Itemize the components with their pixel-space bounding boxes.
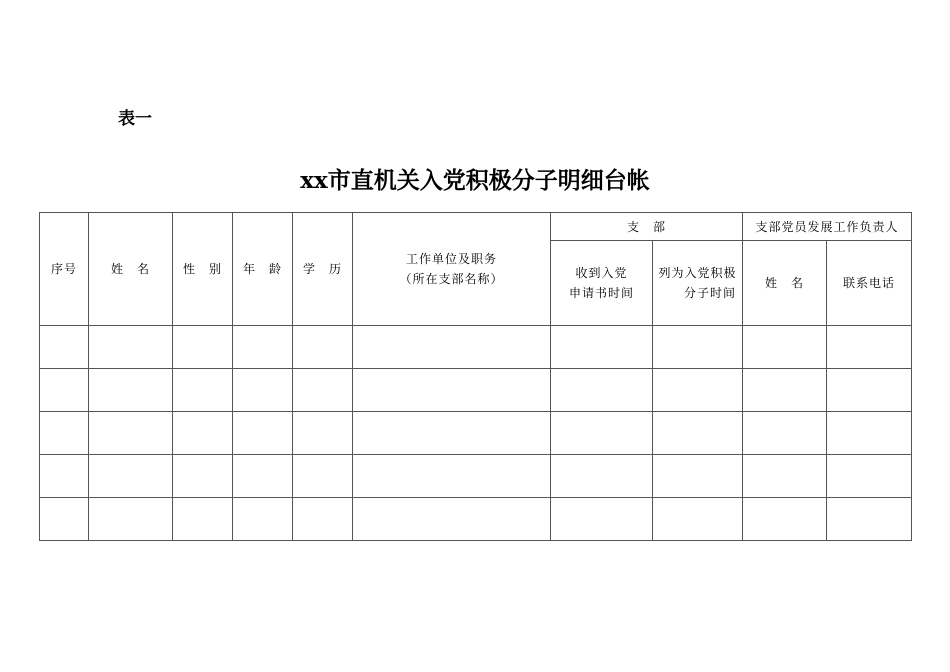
table-cell[interactable] xyxy=(353,369,551,412)
table-cell[interactable] xyxy=(40,498,89,541)
table-cell[interactable] xyxy=(827,326,912,369)
table-cell[interactable] xyxy=(293,326,353,369)
header-seq: 序号 xyxy=(40,213,89,326)
header-education: 学 历 xyxy=(293,213,353,326)
table-cell[interactable] xyxy=(551,412,653,455)
header-branch-owner: 支部党员发展工作负责人 xyxy=(743,213,912,241)
table-cell[interactable] xyxy=(173,326,233,369)
table-row xyxy=(40,369,912,412)
table-cell[interactable] xyxy=(827,369,912,412)
table-cell[interactable] xyxy=(293,498,353,541)
table-cell[interactable] xyxy=(173,455,233,498)
table-row xyxy=(40,498,912,541)
header-application-line1: 收到入党 xyxy=(575,266,628,280)
activist-ledger-table xyxy=(39,212,912,541)
table-cell[interactable] xyxy=(653,412,743,455)
table-cell[interactable] xyxy=(40,455,89,498)
table-cell[interactable] xyxy=(173,498,233,541)
table-cell[interactable] xyxy=(89,455,173,498)
table-cell[interactable] xyxy=(827,455,912,498)
table-cell[interactable] xyxy=(653,326,743,369)
table-cell[interactable] xyxy=(293,369,353,412)
table-cell[interactable] xyxy=(353,412,551,455)
table-row xyxy=(40,455,912,498)
header-activist-time xyxy=(653,241,743,326)
table-cell[interactable] xyxy=(353,498,551,541)
header-activist-line1: 列为入党积极 xyxy=(658,266,737,280)
table-cell[interactable] xyxy=(233,369,293,412)
table-cell[interactable] xyxy=(89,326,173,369)
table-cell[interactable] xyxy=(353,455,551,498)
table-label: 表一 xyxy=(118,109,152,129)
table-row xyxy=(40,326,912,369)
document-title: xx市直机关入党积极分子明细台帐 xyxy=(300,167,650,194)
table-cell[interactable] xyxy=(233,455,293,498)
table-cell[interactable] xyxy=(89,412,173,455)
table-cell[interactable] xyxy=(743,412,827,455)
header-application-time xyxy=(551,241,653,326)
table-cell[interactable] xyxy=(40,369,89,412)
table-cell[interactable] xyxy=(233,498,293,541)
table-cell[interactable] xyxy=(173,369,233,412)
header-application-line2: 申请书时间 xyxy=(568,286,634,300)
table-cell[interactable] xyxy=(653,455,743,498)
table-cell[interactable] xyxy=(653,498,743,541)
table-cell[interactable] xyxy=(293,412,353,455)
header-gender: 性 别 xyxy=(173,213,233,326)
table-cell[interactable] xyxy=(40,412,89,455)
table-cell[interactable] xyxy=(551,498,653,541)
header-branch: 支 部 xyxy=(551,213,743,241)
table-cell[interactable] xyxy=(293,455,353,498)
table-cell[interactable] xyxy=(551,369,653,412)
header-work-unit-line2: （所在支部名称） xyxy=(399,272,504,286)
table-cell[interactable] xyxy=(353,326,551,369)
table-cell[interactable] xyxy=(743,498,827,541)
header-row-1 xyxy=(40,213,912,241)
table-cell[interactable] xyxy=(89,369,173,412)
table-cell[interactable] xyxy=(233,412,293,455)
table-cell[interactable] xyxy=(827,498,912,541)
table-cell[interactable] xyxy=(173,412,233,455)
header-age: 年 龄 xyxy=(233,213,293,326)
table-cell[interactable] xyxy=(40,326,89,369)
header-name: 姓 名 xyxy=(89,213,173,326)
table-cell[interactable] xyxy=(743,455,827,498)
table-cell[interactable] xyxy=(233,326,293,369)
header-activist-line2: 分子时间 xyxy=(684,286,737,300)
table-row xyxy=(40,412,912,455)
table-cell[interactable] xyxy=(551,455,653,498)
header-owner-name: 姓 名 xyxy=(743,241,827,326)
table-cell[interactable] xyxy=(89,498,173,541)
header-owner-phone: 联系电话 xyxy=(827,241,912,326)
table-cell[interactable] xyxy=(743,326,827,369)
table-cell[interactable] xyxy=(827,412,912,455)
header-work-unit xyxy=(353,213,551,326)
header-work-unit-line1: 工作单位及职务 xyxy=(405,252,497,266)
table-cell[interactable] xyxy=(551,326,653,369)
table-cell[interactable] xyxy=(743,369,827,412)
table-cell[interactable] xyxy=(653,369,743,412)
